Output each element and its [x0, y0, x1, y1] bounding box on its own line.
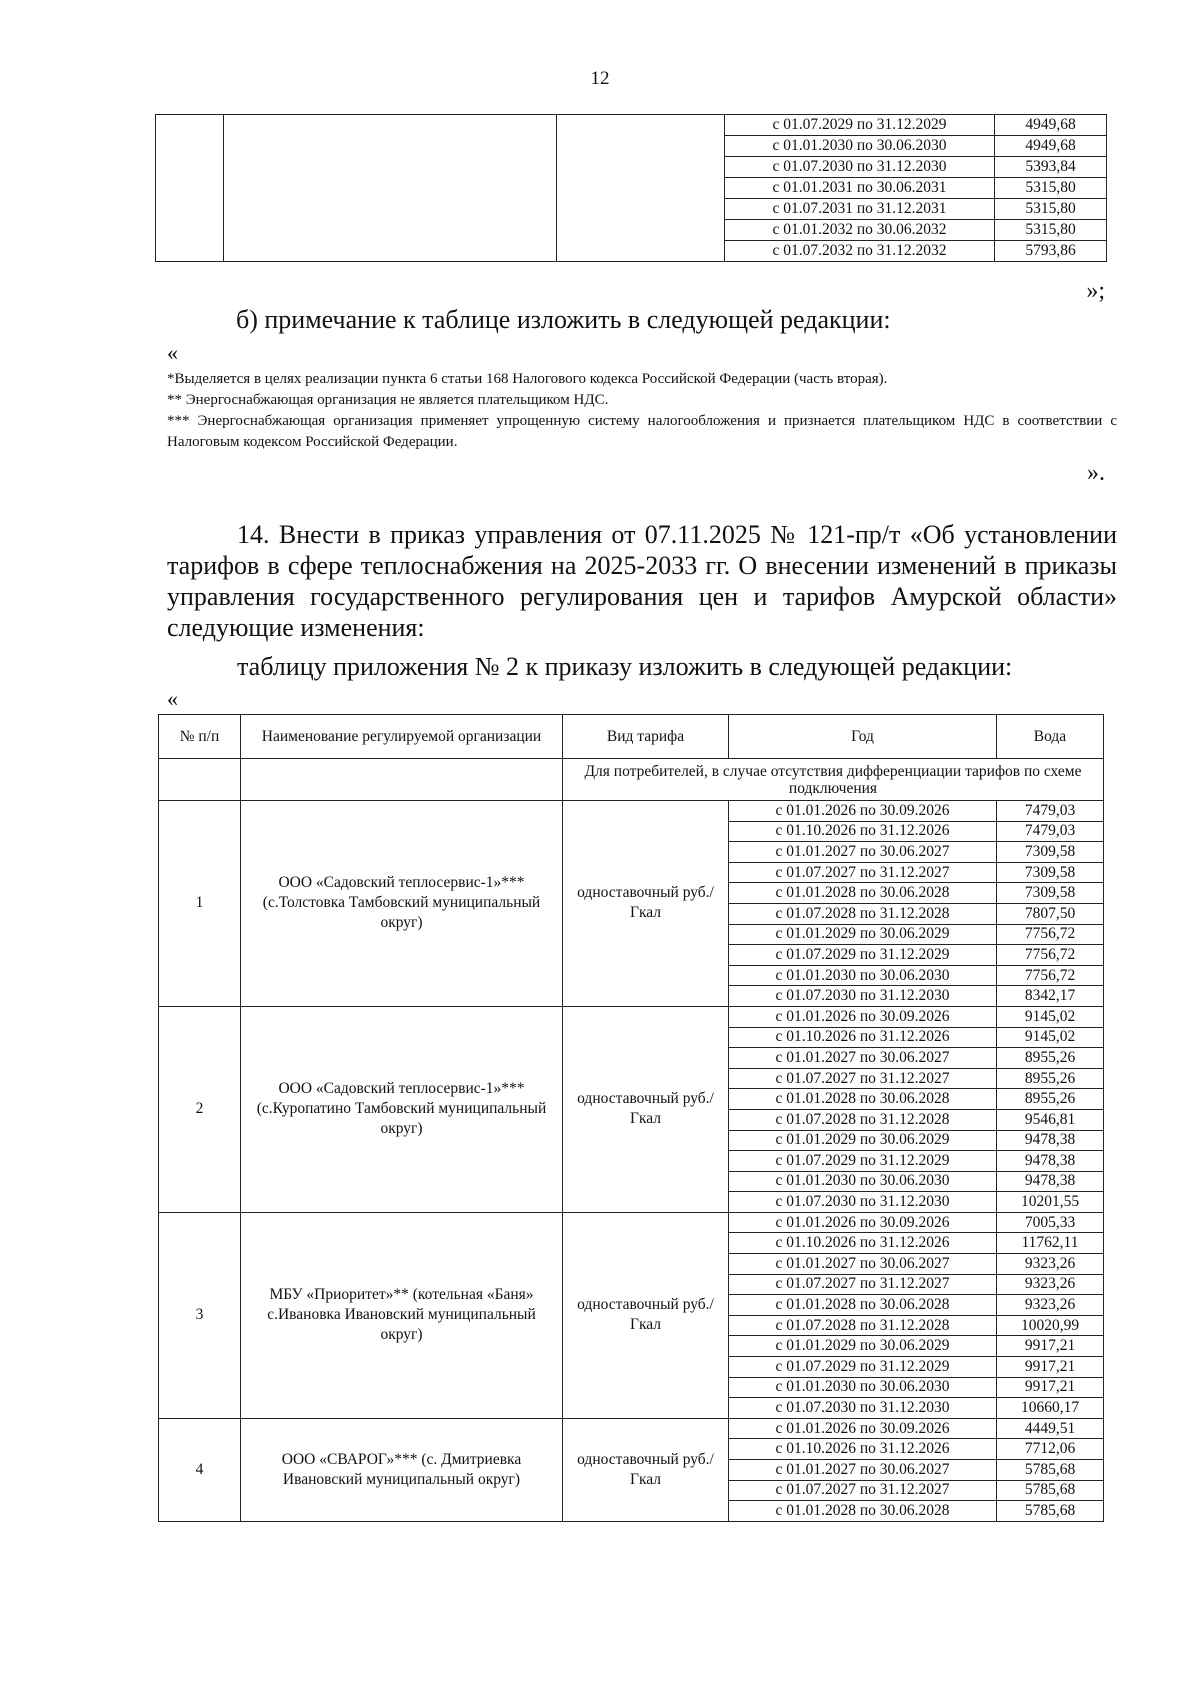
- value-cell: 9917,21: [997, 1357, 1104, 1378]
- note-vat-line: *Выделяется в целях реализации пункта 6 статьи 168 Налогового кодекса Российской Федерации (часть вторая).: [167, 371, 888, 387]
- period-cell: с 01.07.2027 по 31.12.2027: [729, 862, 997, 883]
- period-cell: с 01.07.2028 по 31.12.2028: [729, 1315, 997, 1336]
- header-water: Вода: [997, 715, 1104, 759]
- subheader-consumers: Для потребителей, в случае отсутствия дифференциации тарифов по схеме подключения: [563, 759, 1104, 801]
- value-cell: 5393,84: [995, 157, 1107, 178]
- org-name-cell: ООО «СВАРОГ»*** (с. Дмитриевка Ивановский муниципальный округ): [241, 1418, 563, 1521]
- value-cell: 5785,68: [997, 1501, 1104, 1522]
- value-cell: 7479,03: [997, 821, 1104, 842]
- value-cell: 8955,26: [997, 1089, 1104, 1110]
- value-cell: 7479,03: [997, 801, 1104, 822]
- period-cell: с 01.07.2027 по 31.12.2027: [729, 1274, 997, 1295]
- value-cell: 9478,38: [997, 1130, 1104, 1151]
- value-cell: 7756,72: [997, 965, 1104, 986]
- value-cell: 7309,58: [997, 842, 1104, 863]
- note-not-vat-payer: ** Энергоснабжающая организация не является плательщиком НДС.: [167, 392, 609, 408]
- period-cell: с 01.07.2029 по 31.12.2029: [729, 1151, 997, 1172]
- org-name-cell: МБУ «Приоритет»** (котельная «Баня» с.Ивановка Ивановский муниципальный округ): [241, 1212, 563, 1418]
- period-cell: с 01.07.2030 по 31.12.2030: [729, 986, 997, 1007]
- period-cell: с 01.01.2030 по 30.06.2030: [729, 965, 997, 986]
- value-cell: 5315,80: [995, 199, 1107, 220]
- period-cell: с 01.07.2030 по 31.12.2030: [729, 1398, 997, 1419]
- value-cell: 9323,26: [997, 1274, 1104, 1295]
- period-cell: с 01.01.2029 по 30.06.2029: [729, 1336, 997, 1357]
- period-cell: с 01.07.2032 по 31.12.2032: [725, 241, 995, 262]
- value-cell: 7756,72: [997, 945, 1104, 966]
- period-cell: с 01.01.2029 по 30.06.2029: [729, 924, 997, 945]
- value-cell: 10020,99: [997, 1315, 1104, 1336]
- col-org: [224, 115, 557, 262]
- value-cell: 9145,02: [997, 1006, 1104, 1027]
- period-cell: с 01.07.2029 по 31.12.2029: [729, 945, 997, 966]
- period-cell: с 01.01.2026 по 30.09.2026: [729, 1212, 997, 1233]
- org-number-cell: 3: [159, 1212, 241, 1418]
- value-cell: 9145,02: [997, 1027, 1104, 1048]
- value-cell: 9323,26: [997, 1254, 1104, 1275]
- org-number-cell: 1: [159, 801, 241, 1007]
- org-name-cell: ООО «Садовский теплосервис-1»*** (с.Толстовка Тамбовский муниципальный округ): [241, 801, 563, 1007]
- header-num: № п/п: [159, 715, 241, 759]
- closing-quote: ».: [1087, 460, 1105, 486]
- period-cell: с 01.01.2027 по 30.06.2027: [729, 842, 997, 863]
- period-cell: с 01.01.2030 по 30.06.2030: [729, 1377, 997, 1398]
- value-cell: 5785,68: [997, 1480, 1104, 1501]
- tariff-type-cell: одноставочный руб./Гкал: [563, 1006, 729, 1212]
- period-cell: с 01.01.2026 по 30.09.2026: [729, 1418, 997, 1439]
- period-cell: с 01.01.2028 по 30.06.2028: [729, 883, 997, 904]
- period-cell: с 01.01.2026 по 30.09.2026: [729, 801, 997, 822]
- opening-quote: «: [167, 340, 178, 365]
- value-cell: 7309,58: [997, 883, 1104, 904]
- period-cell: с 01.01.2027 по 30.06.2027: [729, 1460, 997, 1481]
- value-cell: 9478,38: [997, 1151, 1104, 1172]
- period-cell: с 01.01.2027 по 30.06.2027: [729, 1254, 997, 1275]
- note-simplified-tax: *** Энергоснабжающая организация применяет упрощенную систему налогообложения и признается плательщиком НДС в соответствии с Налоговым кодексом Российской Федерации.: [167, 413, 1117, 450]
- period-cell: с 01.07.2031 по 31.12.2031: [725, 199, 995, 220]
- paragraph-14: 14. Внести в приказ управления от 07.11.2025 № 121-пр/т «Об установлении тарифов в сфере теплоснабжения на 2025-2033 гг. О внесении изменений в приказы управления государственного регулирования цен и тарифов Амурской области» следующие изменения:: [167, 520, 1117, 642]
- value-cell: 5315,80: [995, 178, 1107, 199]
- tariff-type-cell: одноставочный руб./Гкал: [563, 801, 729, 1007]
- value-cell: 4449,51: [997, 1418, 1104, 1439]
- period-cell: с 01.07.2029 по 31.12.2029: [725, 115, 995, 136]
- value-cell: 5793,86: [995, 241, 1107, 262]
- value-cell: 9917,21: [997, 1377, 1104, 1398]
- paragraph-14-sub: таблицу приложения № 2 к приказу изложить в следующей редакции:: [237, 652, 1013, 681]
- col-num: [156, 115, 224, 262]
- value-cell: 9546,81: [997, 1109, 1104, 1130]
- org-name-cell: ООО «Садовский теплосервис-1»*** (с.Куропатино Тамбовский муниципальный округ): [241, 1006, 563, 1212]
- value-cell: 8955,26: [997, 1068, 1104, 1089]
- col-tariff: [557, 115, 725, 262]
- closing-quote: »;: [1086, 278, 1105, 304]
- period-cell: с 01.07.2029 по 31.12.2029: [729, 1357, 997, 1378]
- period-cell: с 01.01.2028 по 30.06.2028: [729, 1089, 997, 1110]
- value-cell: 11762,11: [997, 1233, 1104, 1254]
- table-row: [159, 801, 1104, 822]
- table-subheader-row: [159, 759, 1104, 801]
- value-cell: 7712,06: [997, 1439, 1104, 1460]
- tariff-table-continuation: [155, 114, 1107, 262]
- period-cell: с 01.10.2026 по 31.12.2026: [729, 1439, 997, 1460]
- period-cell: с 01.07.2030 по 31.12.2030: [729, 1192, 997, 1213]
- period-cell: с 01.07.2028 по 31.12.2028: [729, 1109, 997, 1130]
- value-cell: 4949,68: [995, 115, 1107, 136]
- period-cell: с 01.07.2030 по 31.12.2030: [725, 157, 995, 178]
- value-cell: 10660,17: [997, 1398, 1104, 1419]
- period-cell: с 01.01.2030 по 30.06.2030: [725, 136, 995, 157]
- period-cell: с 01.10.2026 по 31.12.2026: [729, 821, 997, 842]
- value-cell: 10201,55: [997, 1192, 1104, 1213]
- period-cell: с 01.07.2028 по 31.12.2028: [729, 903, 997, 924]
- period-cell: с 01.01.2030 по 30.06.2030: [729, 1171, 997, 1192]
- value-cell: 8342,17: [997, 986, 1104, 1007]
- period-cell: с 01.01.2027 по 30.06.2027: [729, 1048, 997, 1069]
- org-number-cell: 4: [159, 1418, 241, 1521]
- period-cell: с 01.01.2026 по 30.09.2026: [729, 1006, 997, 1027]
- value-cell: 7807,50: [997, 903, 1104, 924]
- table-row: [156, 115, 1107, 136]
- value-cell: 5315,80: [995, 220, 1107, 241]
- tariff-type-cell: одноставочный руб./Гкал: [563, 1212, 729, 1418]
- value-cell: 9323,26: [997, 1295, 1104, 1316]
- header-org: Наименование регулируемой организации: [241, 715, 563, 759]
- tariff-type-cell: одноставочный руб./Гкал: [563, 1418, 729, 1521]
- table-header-row: [159, 715, 1104, 759]
- period-cell: с 01.01.2029 по 30.06.2029: [729, 1130, 997, 1151]
- value-cell: 4949,68: [995, 136, 1107, 157]
- opening-quote: «: [167, 686, 178, 711]
- header-year: Год: [729, 715, 997, 759]
- table-row: [159, 1212, 1104, 1233]
- subheader-empty: [159, 759, 241, 801]
- tariff-table-appendix-2: [158, 714, 1104, 1522]
- value-cell: 9478,38: [997, 1171, 1104, 1192]
- value-cell: 7005,33: [997, 1212, 1104, 1233]
- period-cell: с 01.10.2026 по 31.12.2026: [729, 1027, 997, 1048]
- subheader-empty: [241, 759, 563, 801]
- period-cell: с 01.07.2027 по 31.12.2027: [729, 1480, 997, 1501]
- period-cell: с 01.01.2031 по 30.06.2031: [725, 178, 995, 199]
- header-tariff-type: Вид тарифа: [563, 715, 729, 759]
- table-row: [159, 1006, 1104, 1027]
- period-cell: с 01.10.2026 по 31.12.2026: [729, 1233, 997, 1254]
- period-cell: с 01.01.2032 по 30.06.2032: [725, 220, 995, 241]
- period-cell: с 01.01.2028 по 30.06.2028: [729, 1295, 997, 1316]
- period-cell: с 01.07.2027 по 31.12.2027: [729, 1068, 997, 1089]
- page-number: 12: [590, 68, 610, 89]
- org-number-cell: 2: [159, 1006, 241, 1212]
- value-cell: 8955,26: [997, 1048, 1104, 1069]
- period-cell: с 01.01.2028 по 30.06.2028: [729, 1501, 997, 1522]
- value-cell: 7756,72: [997, 924, 1104, 945]
- value-cell: 5785,68: [997, 1460, 1104, 1481]
- table-row: [159, 1418, 1104, 1439]
- value-cell: 9917,21: [997, 1336, 1104, 1357]
- value-cell: 7309,58: [997, 862, 1104, 883]
- section-b-heading: б) примечание к таблице изложить в следующей редакции:: [236, 305, 891, 334]
